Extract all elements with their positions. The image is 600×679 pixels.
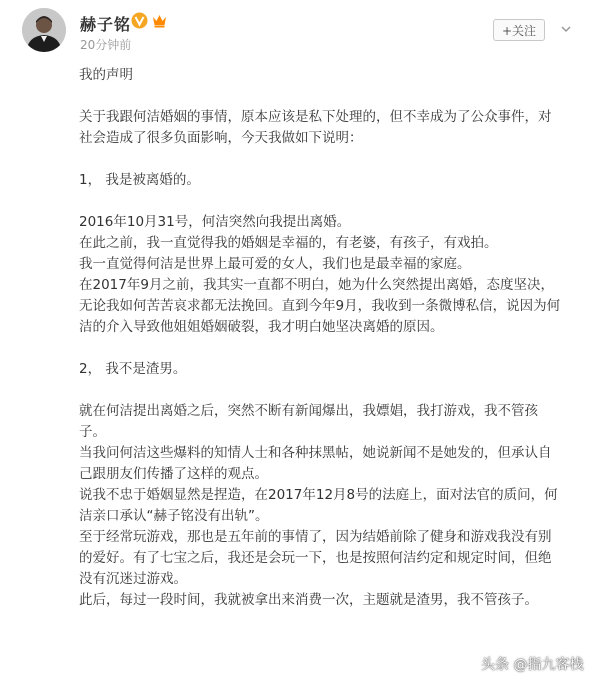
user-badges	[131, 12, 168, 29]
post-line: 在2017年9月之前，我其实一直都不明白，她为什么突然提出离婚，态度坚决，	[79, 277, 554, 293]
post-line: 至于经常玩游戏，那也是五年前的事情了，因为结婚前除了健身和游戏我没有别	[79, 529, 552, 545]
post-line: 洁的介入导致他姐姐婚姻破裂，我才明白她坚决离婚的原因。	[79, 319, 444, 335]
vip-crown-icon	[151, 12, 168, 29]
post-line: 在此之前，我一直觉得我的婚姻是幸福的，有老婆，有孩子，有戏拍。	[79, 235, 498, 251]
post-line: 洁亲口承认“赫子铭没有出轨”。	[79, 508, 269, 524]
chevron-down-icon[interactable]	[560, 23, 572, 35]
post-line: 关于我跟何洁婚姻的事情，原本应该是私下处理的，但不幸成为了公众事件，对	[79, 109, 552, 125]
watermark: 头条 @指九客栈	[481, 657, 584, 673]
blank-line	[79, 86, 587, 107]
post-content	[79, 65, 587, 611]
blank-line	[79, 338, 587, 359]
post-line: 2016年10月31号，何洁突然向我提出离婚。	[79, 214, 351, 230]
post-line: 的爱好。有了七宝之后，我还是会玩一下，也是按照何洁约定和规定时间，但绝	[79, 550, 552, 566]
post-line: 说我不忠于婚姻显然是捏造，在2017年12月8号的法庭上，面对法官的质问，何	[79, 487, 558, 503]
post-line: 就在何洁提出离婚之后，突然不断有新闻爆出，我嫖娼，我打游戏，我不管孩	[79, 403, 538, 419]
post-line: 社会造成了很多负面影响，今天我做如下说明：	[79, 130, 363, 146]
post-line: 当我问何洁这些爆料的知情人士和各种抹黑帖，她说新闻不是她发的，但承认自	[79, 445, 552, 461]
avatar[interactable]	[22, 8, 66, 52]
post-time: 20分钟前	[80, 38, 132, 52]
follow-button[interactable]: +关注	[493, 19, 545, 41]
verified-v-icon	[131, 12, 148, 29]
post-line: 1， 我是被离婚的。	[79, 172, 200, 188]
blank-line	[79, 191, 587, 212]
username[interactable]: 赫子铭	[80, 15, 132, 34]
post-line: 我一直觉得何洁是世界上最可爱的女人，我们也是最幸福的家庭。	[79, 256, 471, 272]
post-line: 2， 我不是渣男。	[79, 361, 187, 377]
post-line: 我的声明	[79, 67, 133, 83]
blank-line	[79, 380, 587, 401]
post-line: 子。	[79, 424, 106, 440]
post-line: 此后，每过一段时间，我就被拿出来消费一次，主题就是渣男，我不管孩子。	[79, 592, 538, 608]
blank-line	[79, 149, 587, 170]
post-line: 无论我如何苦苦哀求都无法挽回。直到今年9月，我收到一条微博私信，说因为何	[79, 298, 561, 314]
post-line: 己跟朋友们传播了这样的观点。	[79, 466, 268, 482]
post-line: 没有沉迷过游戏。	[79, 571, 187, 587]
